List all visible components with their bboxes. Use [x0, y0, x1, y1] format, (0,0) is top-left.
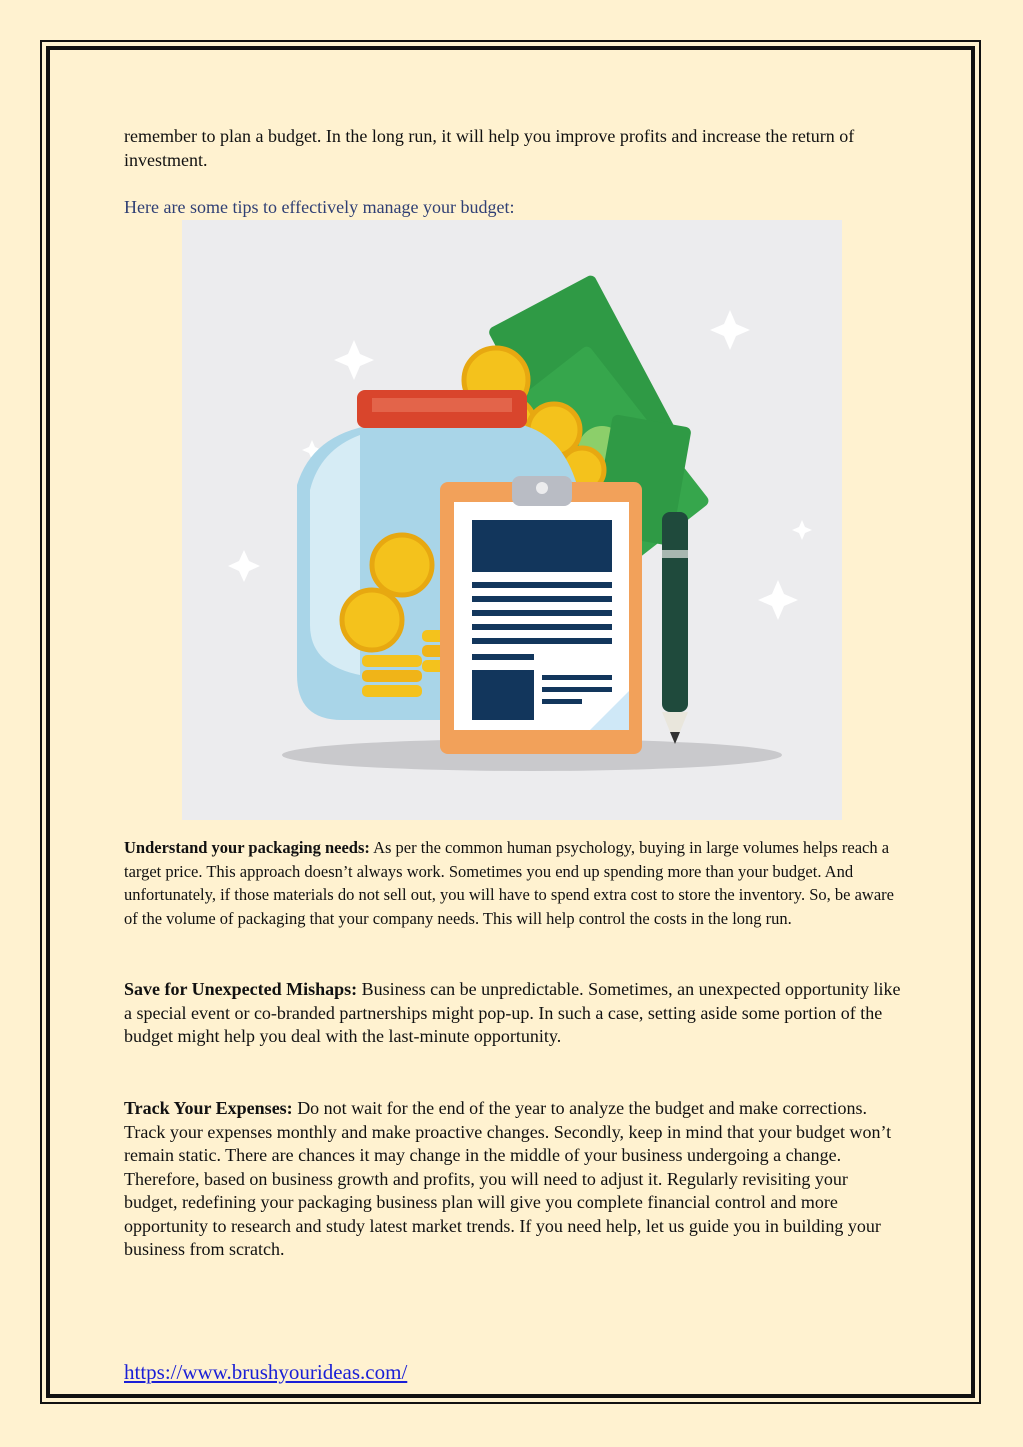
- section-title: Understand your packaging needs:: [124, 838, 370, 857]
- section-title: Save for Unexpected Mishaps:: [124, 979, 358, 999]
- website-link[interactable]: https://www.brushyourideas.com/: [124, 1360, 408, 1384]
- pen-icon: [662, 512, 688, 744]
- clipboard-icon: [440, 476, 642, 754]
- section-unexpected-mishaps: [124, 978, 904, 1049]
- budget-savings-illustration: [182, 220, 842, 820]
- section-body: Do not wait for the end of the year to analyze the budget and make corrections. Track your expenses monthly and make proactive changes. Secondly, keep in mind that your budget won’t remain static. There are chances it may change in the middle of your business undergoing a change. Therefore, based on business growth and profits, you will need to adjust it. Regularly revisiting your budget, redefining your packaging business plan will give you complete financial control and more opportunity to research and study latest market trends. If you need help, let us guide you in building your business from scratch.: [124, 1098, 892, 1259]
- section-packaging-needs: [124, 836, 904, 930]
- section-title: Track Your Expenses:: [124, 1098, 293, 1118]
- tips-heading: Here are some tips to effectively manage your budget:: [124, 197, 515, 217]
- section-body: As per the common human psychology, buying in large volumes helps reach a target price. This approach doesn’t always work. Sometimes you end up spending more than your budget. And unfortunately, if those materials do not sell out, you will have to spend extra cost to store the inventory. So, be aware of the volume of packaging that your company needs. This will help control the costs in the long run.: [124, 838, 894, 928]
- intro-paragraph: remember to plan a budget. In the long run, it will help you improve profits and increase the return of investment.: [124, 126, 855, 170]
- section-body: Business can be unpredictable. Sometimes, an unexpected opportunity like a special event or co-branded partnerships might pop-up. In such a case, setting aside some portion of the budget might help you deal with the last-minute opportunity.: [124, 979, 901, 1046]
- section-track-expenses: [124, 1097, 904, 1262]
